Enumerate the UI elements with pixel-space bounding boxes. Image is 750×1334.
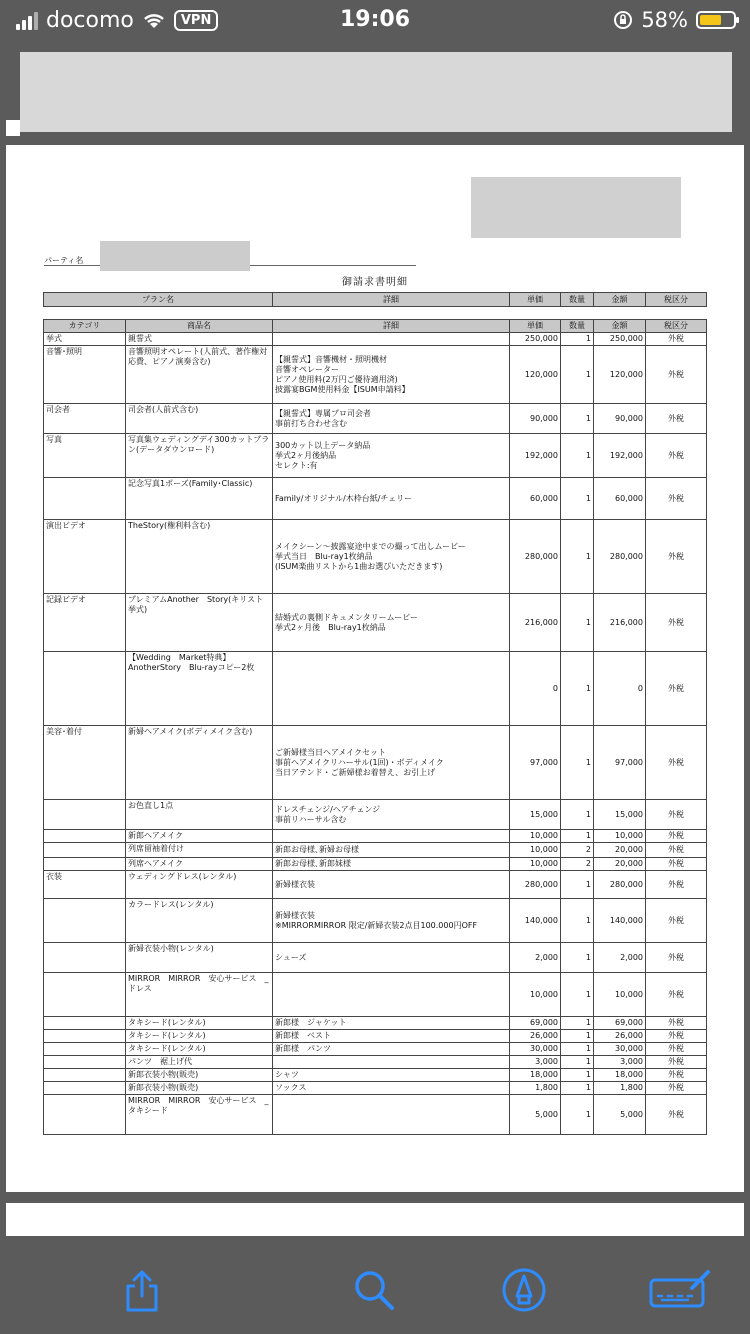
table-row: [44, 726, 707, 800]
category-cell: 挙式: [44, 333, 126, 346]
detail-cell: [273, 1056, 510, 1069]
tax-cell: 外税: [646, 478, 707, 520]
detail-cell: 新郎お母様､新婦お母様: [273, 843, 510, 858]
tax-cell: 外税: [646, 520, 707, 594]
col-amount: 金額: [594, 320, 646, 333]
qty-cell: 1: [561, 899, 594, 943]
price-cell: 5,000: [510, 1095, 561, 1135]
category-cell: [44, 478, 126, 520]
table-row: [44, 404, 707, 434]
price-cell: 2,000: [510, 943, 561, 973]
table-row: [44, 346, 707, 404]
category-cell: [44, 843, 126, 858]
plan-col-qty: 数量: [561, 293, 594, 307]
tax-cell: 外税: [646, 594, 707, 652]
detail-cell: [273, 830, 510, 843]
qty-cell: 1: [561, 1095, 594, 1135]
product-cell: ウェディングドレス(レンタル): [126, 871, 273, 899]
price-cell: 140,000: [510, 899, 561, 943]
price-cell: 280,000: [510, 520, 561, 594]
category-cell: [44, 943, 126, 973]
category-cell: 美容･着付: [44, 726, 126, 800]
category-cell: 衣装: [44, 871, 126, 899]
amount-cell: 2,000: [594, 943, 646, 973]
product-cell: MIRROR MIRROR 安心サービス _ドレス: [126, 973, 273, 1017]
plan-col-detail: 詳細: [273, 293, 510, 307]
table-row: [44, 434, 707, 478]
tax-cell: 外税: [646, 858, 707, 871]
product-cell: 親誓式: [126, 333, 273, 346]
tax-cell: 外税: [646, 1056, 707, 1069]
qty-cell: 1: [561, 726, 594, 800]
form-fill-button[interactable]: [648, 1266, 712, 1314]
table-row: [44, 1056, 707, 1069]
price-cell: 1,800: [510, 1082, 561, 1095]
price-cell: 3,000: [510, 1056, 561, 1069]
amount-cell: 250,000: [594, 333, 646, 346]
tax-cell: 外税: [646, 1017, 707, 1030]
category-cell: [44, 1082, 126, 1095]
detail-cell: 新婦様衣装: [273, 871, 510, 899]
detail-cell: 【親誓式】専属プロ司会者 事前打ち合わせ含む: [273, 404, 510, 434]
product-cell: 新郎ヘアメイク: [126, 830, 273, 843]
detail-cell: [273, 333, 510, 346]
share-button[interactable]: [118, 1266, 166, 1314]
qty-cell: 1: [561, 520, 594, 594]
table-row: [44, 843, 707, 858]
detail-cell: 【親誓式】音響機材・照明機材 音響オペレーター ピアノ使用料(2万円ご優待適用済) 披露宴BGM使用料金【ISUM申請料】: [273, 346, 510, 404]
detail-cell: [273, 1095, 510, 1135]
table-row: [44, 830, 707, 843]
price-cell: 97,000: [510, 726, 561, 800]
qty-cell: 1: [561, 943, 594, 973]
qty-cell: 1: [561, 871, 594, 899]
amount-cell: 5,000: [594, 1095, 646, 1135]
qty-cell: 1: [561, 346, 594, 404]
price-cell: 280,000: [510, 871, 561, 899]
search-icon: [350, 1266, 398, 1314]
price-cell: 10,000: [510, 973, 561, 1017]
product-cell: TheStory(権利料含む): [126, 520, 273, 594]
category-cell: [44, 1069, 126, 1082]
table-row: [44, 1095, 707, 1135]
tax-cell: 外税: [646, 1095, 707, 1135]
detail-cell: [273, 973, 510, 1017]
share-icon: [118, 1266, 166, 1314]
qty-cell: 1: [561, 1043, 594, 1056]
detail-cell: Family/オリジナル/木枠台紙/チェリー: [273, 478, 510, 520]
tax-cell: 外税: [646, 404, 707, 434]
product-cell: カラードレス(レンタル): [126, 899, 273, 943]
amount-cell: 20,000: [594, 858, 646, 871]
plan-col-tax: 税区分: [646, 293, 707, 307]
battery-icon: [696, 11, 736, 29]
category-cell: [44, 830, 126, 843]
status-right: [613, 8, 736, 32]
qty-cell: 1: [561, 1056, 594, 1069]
category-cell: [44, 1043, 126, 1056]
tax-cell: 外税: [646, 830, 707, 843]
price-cell: 250,000: [510, 333, 561, 346]
product-cell: タキシード(レンタル): [126, 1043, 273, 1056]
table-row: [44, 520, 707, 594]
tax-cell: 外税: [646, 1069, 707, 1082]
tax-cell: 外税: [646, 899, 707, 943]
table-row: [44, 1017, 707, 1030]
product-cell: 列席留袖着付け: [126, 843, 273, 858]
amount-cell: 10,000: [594, 830, 646, 843]
plan-col-price: 単価: [510, 293, 561, 307]
amount-cell: 280,000: [594, 520, 646, 594]
tax-cell: 外税: [646, 800, 707, 830]
detail-cell: 新婦様衣装 ※MIRRORMIRROR 限定/新婦衣装2点目100.000円OFF: [273, 899, 510, 943]
product-cell: パンツ 裾上げ代: [126, 1056, 273, 1069]
detail-cell: ソックス: [273, 1082, 510, 1095]
detail-cell: シャツ: [273, 1069, 510, 1082]
detail-cell: 新郎お母様､新郎妹様: [273, 858, 510, 871]
amount-cell: 192,000: [594, 434, 646, 478]
tax-cell: 外税: [646, 726, 707, 800]
document-title: 御請求書明細: [342, 277, 408, 288]
amount-cell: 18,000: [594, 1069, 646, 1082]
product-cell: 記念写真1ポーズ(Family･Classic): [126, 478, 273, 520]
col-product: 商品名: [126, 320, 273, 333]
amount-cell: 26,000: [594, 1030, 646, 1043]
price-cell: 192,000: [510, 434, 561, 478]
table-row: [44, 943, 707, 973]
detail-cell: メイクシーン～披露宴途中までの撮って出しムービー 挙式当日 Blu-ray1枚納品 (ISUM楽曲リストから1曲お選びいただきます): [273, 520, 510, 594]
product-cell: 新婦ヘアメイク(ボディメイク含む): [126, 726, 273, 800]
price-cell: 90,000: [510, 404, 561, 434]
bottom-toolbar: [0, 1236, 750, 1334]
table-row: [44, 800, 707, 830]
tax-cell: 外税: [646, 434, 707, 478]
previous-page-edge: [6, 120, 20, 136]
product-cell: 新郎衣装小物(販売): [126, 1069, 273, 1082]
col-tax: 税区分: [646, 320, 707, 333]
qty-cell: 1: [561, 404, 594, 434]
tax-cell: 外税: [646, 652, 707, 726]
tax-cell: 外税: [646, 333, 707, 346]
category-cell: 写真: [44, 434, 126, 478]
product-cell: お色直し1点: [126, 800, 273, 830]
vpn-badge: VPN: [174, 10, 218, 31]
category-cell: [44, 652, 126, 726]
category-cell: [44, 1017, 126, 1030]
price-cell: 10,000: [510, 858, 561, 871]
clock: 19:06: [339, 7, 411, 32]
amount-cell: 60,000: [594, 478, 646, 520]
tax-cell: 外税: [646, 973, 707, 1017]
category-cell: [44, 973, 126, 1017]
amount-cell: 90,000: [594, 404, 646, 434]
detail-cell: シューズ: [273, 943, 510, 973]
product-cell: 写真集ウェディングデイ300カットプラン(データダウンロード): [126, 434, 273, 478]
qty-cell: 1: [561, 333, 594, 346]
qty-cell: 1: [561, 800, 594, 830]
table-row: [44, 871, 707, 899]
table-row: [44, 858, 707, 871]
detail-cell: 新郎様 ベスト: [273, 1030, 510, 1043]
qty-cell: 1: [561, 478, 594, 520]
battery-percent: 58%: [641, 8, 688, 32]
amount-cell: 3,000: [594, 1056, 646, 1069]
keyboard-pen-icon: [648, 1266, 712, 1314]
items-body: [44, 333, 707, 1135]
table-row: [44, 1030, 707, 1043]
price-cell: 10,000: [510, 843, 561, 858]
tax-cell: 外税: [646, 1030, 707, 1043]
qty-cell: 1: [561, 973, 594, 1017]
amount-cell: 280,000: [594, 871, 646, 899]
amount-cell: 120,000: [594, 346, 646, 404]
detail-cell: ドレスチェンジ/ヘアチェンジ 事前リハーサル含む: [273, 800, 510, 830]
col-qty: 数量: [561, 320, 594, 333]
search-button[interactable]: [350, 1266, 398, 1314]
table-row: [44, 899, 707, 943]
qty-cell: 1: [561, 830, 594, 843]
markup-pen-icon: [500, 1266, 548, 1314]
party-name-label: パーティ名: [44, 256, 84, 265]
amount-cell: 15,000: [594, 800, 646, 830]
price-cell: 0: [510, 652, 561, 726]
price-cell: 18,000: [510, 1069, 561, 1082]
col-category: カテゴリ: [44, 320, 126, 333]
detail-cell: [273, 652, 510, 726]
qty-cell: 1: [561, 1082, 594, 1095]
category-cell: [44, 1095, 126, 1135]
qty-cell: 1: [561, 1017, 594, 1030]
product-cell: 司会者(人前式含む): [126, 404, 273, 434]
col-detail: 詳細: [273, 320, 510, 333]
category-cell: [44, 858, 126, 871]
table-row: [44, 594, 707, 652]
product-cell: 音響照明オペレート(人前式、著作権対応費、ピアノ演奏含む): [126, 346, 273, 404]
category-cell: 音響･照明: [44, 346, 126, 404]
product-cell: タキシード(レンタル): [126, 1030, 273, 1043]
tax-cell: 外税: [646, 1082, 707, 1095]
price-cell: 10,000: [510, 830, 561, 843]
amount-cell: 0: [594, 652, 646, 726]
status-bar: [0, 0, 750, 44]
plan-col-amount: 金額: [594, 293, 646, 307]
tax-cell: 外税: [646, 943, 707, 973]
table-row: [44, 333, 707, 346]
detail-cell: 300カット以上データ納品 挙式2ヶ月後納品 セレクト:有: [273, 434, 510, 478]
plan-col-name: プラン名: [44, 293, 273, 307]
carrier-name: docomo: [46, 8, 134, 33]
category-cell: 司会者: [44, 404, 126, 434]
rotation-lock-icon: [613, 10, 633, 30]
detail-cell: 結婚式の裏側ドキュメンタリームービー 挙式2ヶ月後 Blu-ray1枚納品: [273, 594, 510, 652]
tax-cell: 外税: [646, 843, 707, 858]
price-cell: 30,000: [510, 1043, 561, 1056]
price-cell: 15,000: [510, 800, 561, 830]
qty-cell: 1: [561, 1069, 594, 1082]
price-cell: 69,000: [510, 1017, 561, 1030]
product-cell: タキシード(レンタル): [126, 1017, 273, 1030]
amount-cell: 140,000: [594, 899, 646, 943]
amount-cell: 1,800: [594, 1082, 646, 1095]
product-cell: 新郎衣装小物(販売): [126, 1082, 273, 1095]
product-cell: プレミアムAnother Story(キリスト挙式): [126, 594, 273, 652]
amount-cell: 97,000: [594, 726, 646, 800]
category-cell: [44, 800, 126, 830]
col-price: 単価: [510, 320, 561, 333]
price-cell: 26,000: [510, 1030, 561, 1043]
amount-cell: 69,000: [594, 1017, 646, 1030]
price-cell: 216,000: [510, 594, 561, 652]
product-cell: 列席ヘアメイク: [126, 858, 273, 871]
price-cell: 120,000: [510, 346, 561, 404]
qty-cell: 1: [561, 1030, 594, 1043]
product-cell: 新婦衣装小物(レンタル): [126, 943, 273, 973]
category-cell: 記録ビデオ: [44, 594, 126, 652]
qty-cell: 1: [561, 434, 594, 478]
qty-cell: 2: [561, 843, 594, 858]
plan-header-table: [43, 292, 707, 307]
tax-cell: 外税: [646, 346, 707, 404]
table-row: [44, 1082, 707, 1095]
qty-cell: 1: [561, 594, 594, 652]
qty-cell: 2: [561, 858, 594, 871]
table-row: [44, 1069, 707, 1082]
category-cell: [44, 1056, 126, 1069]
price-cell: 60,000: [510, 478, 561, 520]
detail-cell: 新郎様 ジャケット: [273, 1017, 510, 1030]
table-row: [44, 478, 707, 520]
amount-cell: 10,000: [594, 973, 646, 1017]
redacted-block: [471, 177, 681, 238]
items-table: [43, 319, 707, 1135]
document-page[interactable]: [6, 145, 744, 1192]
amount-cell: 216,000: [594, 594, 646, 652]
amount-cell: 30,000: [594, 1043, 646, 1056]
category-cell: 演出ビデオ: [44, 520, 126, 594]
product-cell: MIRROR MIRROR 安心サービス _タキシード: [126, 1095, 273, 1135]
table-row: [44, 973, 707, 1017]
qty-cell: 1: [561, 652, 594, 726]
amount-cell: 20,000: [594, 843, 646, 858]
markup-button[interactable]: [500, 1266, 548, 1314]
tax-cell: 外税: [646, 1043, 707, 1056]
detail-cell: 新郎様 パンツ: [273, 1043, 510, 1056]
tax-cell: 外税: [646, 871, 707, 899]
table-row: [44, 652, 707, 726]
category-cell: [44, 899, 126, 943]
category-cell: [44, 1030, 126, 1043]
detail-cell: ご新婦様当日ヘアメイクセット 事前ヘアメイクリハーサル(1回)・ボディメイク 当日アテンド・ご新婦様お着替え、お引上げ: [273, 726, 510, 800]
redacted-party-name: [100, 241, 250, 271]
previous-page-redacted: [20, 52, 732, 132]
table-row: [44, 1043, 707, 1056]
product-cell: 【Wedding Market特典】AnotherStory Blu-rayコピー2枚: [126, 652, 273, 726]
